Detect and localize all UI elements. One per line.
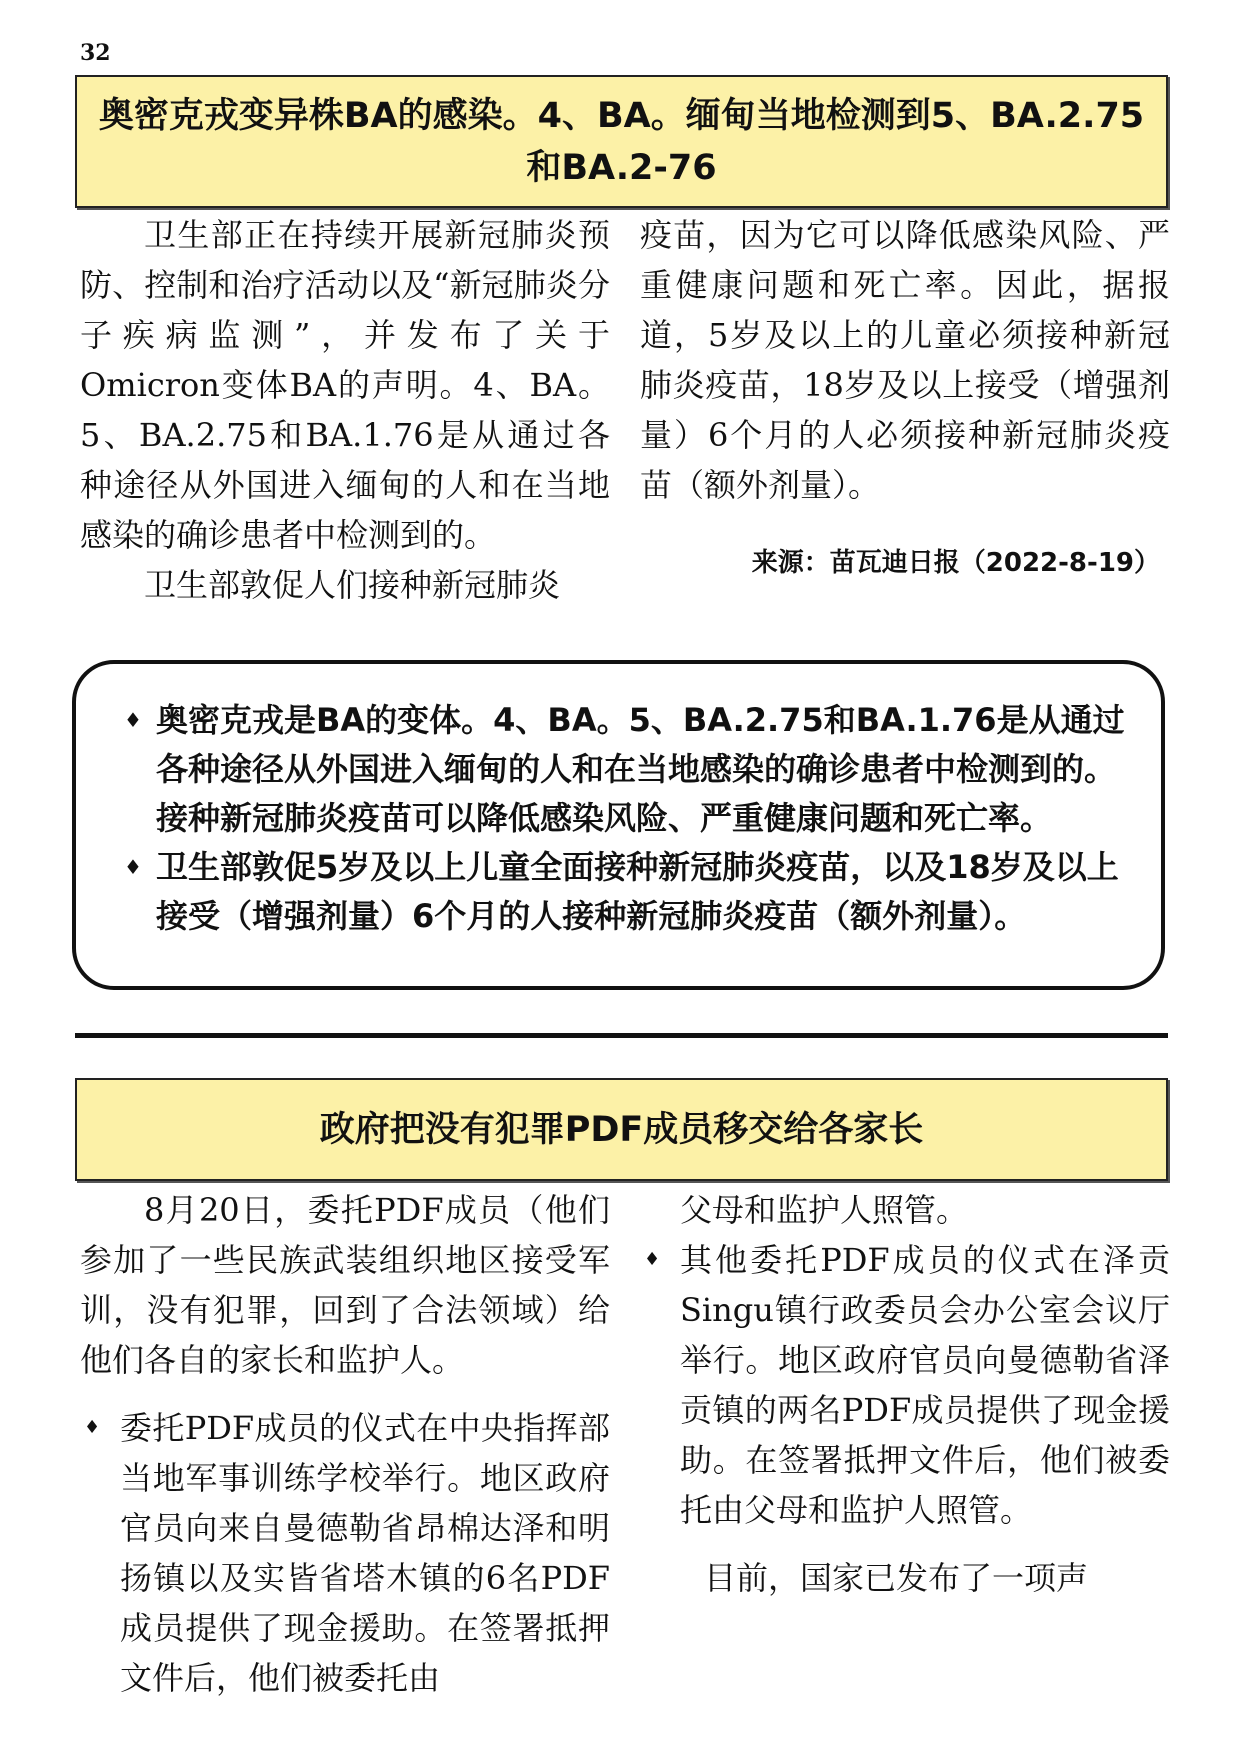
- article1-left-column: [80, 210, 610, 610]
- article1-paragraph: 疫苗，因为它可以降低感染风险、严重健康问题和死亡率。因此，据报道，5岁及以上的儿童必须接种新冠肺炎疫苗，18岁及以上接受（增强剂量）6个月的人必须接种新冠肺炎疫苗（额外剂量）。: [640, 216, 1170, 504]
- article1-paragraph: 卫生部敦促人们接种新冠肺炎: [144, 566, 561, 604]
- article2-intro: 8月20日，委托PDF成员（他们参加了一些民族武装组织地区接受军训，没有犯罪，回到了合法领域）给他们各自的家长和监护人。: [80, 1191, 610, 1379]
- article2-continuation: 父母和监护人照管。: [680, 1191, 969, 1229]
- diamond-bullet-icon: ♦: [124, 855, 142, 879]
- article2-left-column: [80, 1185, 610, 1703]
- article2-paragraph: 目前，国家已发布了一项声: [704, 1559, 1089, 1597]
- summary-text: 卫生部敦促5岁及以上儿童全面接种新冠肺炎疫苗，以及18岁及以上接受（增强剂量）6个月的人接种新冠肺炎疫苗（额外剂量）。: [156, 848, 1119, 935]
- section-divider: [75, 1033, 1168, 1038]
- article1-right-column: [640, 210, 1170, 588]
- summary-item: [106, 843, 1131, 941]
- summary-text: 奥密克戎是BA的变体。4、BA。5、BA.2.75和BA.1.76是从通过各种途径从外国进入缅甸的人和在当地感染的确诊患者中检测到的。接种新冠肺炎疫苗可以降低感染风险、严重健康问题和死亡率。: [156, 701, 1125, 837]
- summary-box: [72, 660, 1165, 990]
- article2-bullet-item: [80, 1403, 610, 1703]
- diamond-bullet-icon: ♦: [644, 1249, 661, 1270]
- diamond-bullet-icon: ♦: [124, 708, 142, 732]
- article2-headline-box: [75, 1078, 1168, 1181]
- diamond-bullet-icon: ♦: [84, 1417, 101, 1438]
- article2-bullet-text: 委托PDF成员的仪式在中央指挥部当地军事训练学校举行。地区政府官员向来自曼德勒省昂棉达泽和明扬镇以及实皆省塔木镇的6名PDF成员提供了现金援助。在签署抵押文件后，他们被委托由: [120, 1409, 610, 1697]
- article1-headline-box: [75, 75, 1168, 208]
- article1-paragraph: 卫生部正在持续开展新冠肺炎预防、控制和治疗活动以及“新冠肺炎分子疾病监测”，并发布了关于Omicron变体BA的声明。4、BA。5、BA.2.75和BA.1.76是从通过各种途径从外国进入缅甸的人和在当地感染的确诊患者中检测到的。: [80, 216, 610, 554]
- summary-item: [106, 696, 1131, 843]
- article1-title: 奥密克戎变异株BA的感染。4、BA。缅甸当地检测到5、BA.2.75和BA.2-76: [98, 95, 1145, 188]
- article1-source: 来源：苗瓦迪日报（2022-8-19）: [751, 548, 1160, 578]
- article2-bullet-item: [640, 1235, 1170, 1535]
- article2-title: 政府把没有犯罪PDF成员移交给各家长: [319, 1109, 924, 1150]
- page-number: 32: [80, 40, 111, 66]
- article2-bullet-text: 其他委托PDF成员的仪式在泽贡Singu镇行政委员会办公室会议厅举行。地区政府官员向曼德勒省泽贡镇的两名PDF成员提供了现金援助。在签署抵押文件后，他们被委托由父母和监护人照管。: [680, 1241, 1170, 1529]
- article2-right-column: [640, 1185, 1170, 1603]
